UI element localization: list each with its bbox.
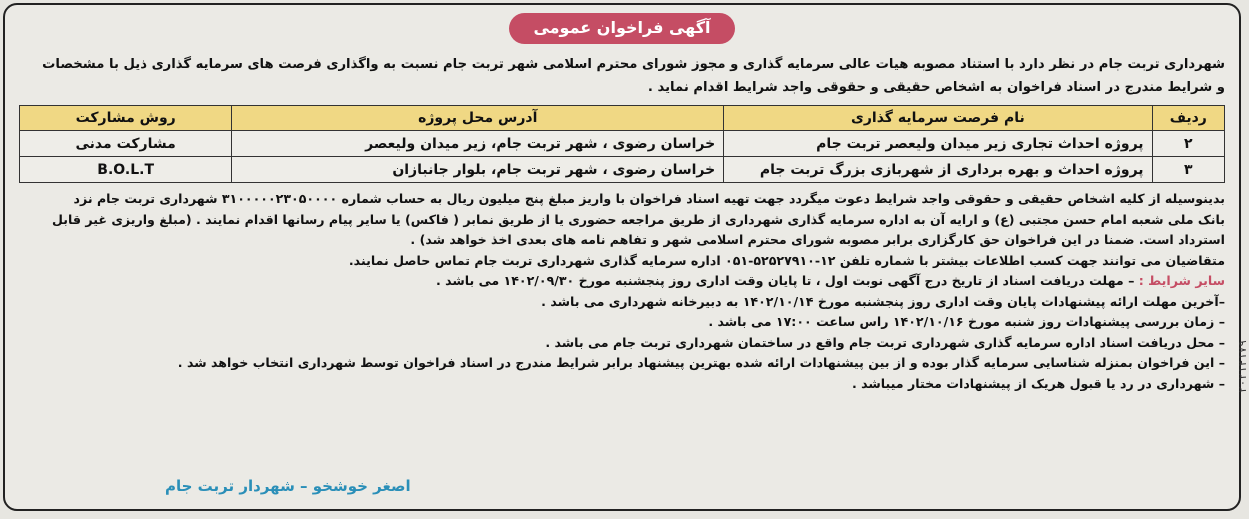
body-paragraph: بدینوسیله از کلیه اشخاص حقیقی و حقوقی واجد شرایط دعوت میگردد جهت تهیه اسناد فراخوان با واریز مبلغ پنج میلیون ریال به حساب شماره ۳۱۰۰۰۰۰۲۳۰۵۰۰۰۰ شهرداری تربت جام نزد [73, 191, 1225, 206]
conditions-label: سایر شرایط : [1138, 273, 1225, 288]
notice-content [19, 53, 1225, 394]
project-address: خراسان رضوی ، شهر تربت جام، زیر میدان ولیعصر [232, 131, 724, 157]
projects-table [19, 105, 1225, 183]
condition-item: –آخرین مهلت ارائه پیشنهادات پایان وقت اداری روز پنجشنبه مورخ ۱۴۰۲/۱۰/۱۴ به دبیرخانه شهرداری می باشد . [541, 293, 1225, 309]
row-number: ۲ [1152, 131, 1224, 157]
notice-title: آگهی فراخوان عمومی [509, 13, 734, 44]
header-row-number: ردیف [1152, 106, 1224, 131]
header-project-name: نام فرصت سرمایه گذاری [724, 106, 1152, 131]
project-address: خراسان رضوی ، شهر تربت جام، بلوار جانبازان [232, 157, 724, 183]
participation-method: B.O.L.T [20, 157, 232, 183]
intro-line-1: شهرداری تربت جام در نظر دارد با استناد مصوبه هیات عالی سرمایه گذاری و مجوز شورای محترم اسلامی شهر تربت جام نسبت به واگذاری فرصت های سرمایه گذاری ذیل با مشخصات [42, 57, 1225, 72]
condition-item: – شهرداری در رد یا قبول هریک از پیشنهادات مختار میباشد . [851, 375, 1225, 391]
condition-item: – محل دریافت اسناد اداره سرمایه گذاری شهرداری تربت جام واقع در ساختمان شهرداری تربت جام می باشد . [545, 334, 1225, 350]
project-name: پروژه احداث و بهره برداری از شهربازی بزرگ تربت جام [724, 157, 1152, 183]
table-header-row [20, 106, 1225, 131]
body-paragraph: بانک ملی شعبه امام حسن مجتبی (ع) و ارایه آن به اداره سرمایه گذاری شهرداری از طریق مراجعه حضوری یا از طریق نمابر ( فاکس) یا سایر پیام رسانها اقدام نمایند . (مبلغ واریزی غیر قابل [52, 211, 1225, 227]
notice-body [19, 189, 1225, 394]
title-wrap [5, 13, 1239, 44]
participation-method: مشارکت مدنی [20, 131, 232, 157]
header-participation-method: روش مشارکت [20, 106, 232, 131]
conditions-line-1 [19, 271, 1225, 292]
condition-item: – این فراخوان بمنزله شناسایی سرمایه گذار بوده و از بین پیشنهادات ارائه شده بهترین پیشنهاد برابر شرایط مندرج در اسناد فراخوان توسط شهرداری انتخاب خواهد شد . [177, 355, 1225, 370]
header-project-address: آدرس محل پروژه [232, 106, 724, 131]
condition-item: – مهلت دریافت اسناد از تاریخ درج آگهی نوبت اول ، تا پایان وقت اداری روز پنجشنبه مورخ ۱۴۰۲/۰۹/۳۰ می باشد . [435, 273, 1135, 288]
row-number: ۳ [1152, 157, 1224, 183]
table-row [20, 157, 1225, 183]
condition-item: – زمان بررسی پیشنهادات روز شنبه مورخ ۱۴۰۲/۱۰/۱۶ راس ساعت ۱۷:۰۰ می باشد . [708, 314, 1225, 329]
project-name: پروژه احداث تجاری زیر میدان ولیعصر تربت جام [724, 131, 1152, 157]
body-paragraph: متقاضیان می توانند جهت کسب اطلاعات بیشتر با شماره تلفن ۱۲-۵۲۵۲۷۹۱۰-۰۵۱ اداره سرمایه گذاری شهرداری تربت جام تماس حاصل نمایند. [348, 252, 1225, 268]
notice-frame [3, 3, 1241, 511]
intro-line-2: و شرایط مندرج در اسناد فراخوان به اشخاص حقیقی و حقوقی واجد شرایط اقدام نماید . [647, 80, 1225, 95]
side-id-number: ۲۰۲۱۴۱۷۹ [1236, 340, 1249, 393]
mayor-signature: اصغر خوشخو – شهردار تربت جام [165, 477, 411, 495]
table-row [20, 131, 1225, 157]
body-paragraph: استرداد است. ضمنا در این فراخوان حق کارگزاری برابر مصوبه شورای محترم اسلامی شهر و تفاهم نامه های بعدی اخذ خواهد شد) . [410, 232, 1225, 247]
